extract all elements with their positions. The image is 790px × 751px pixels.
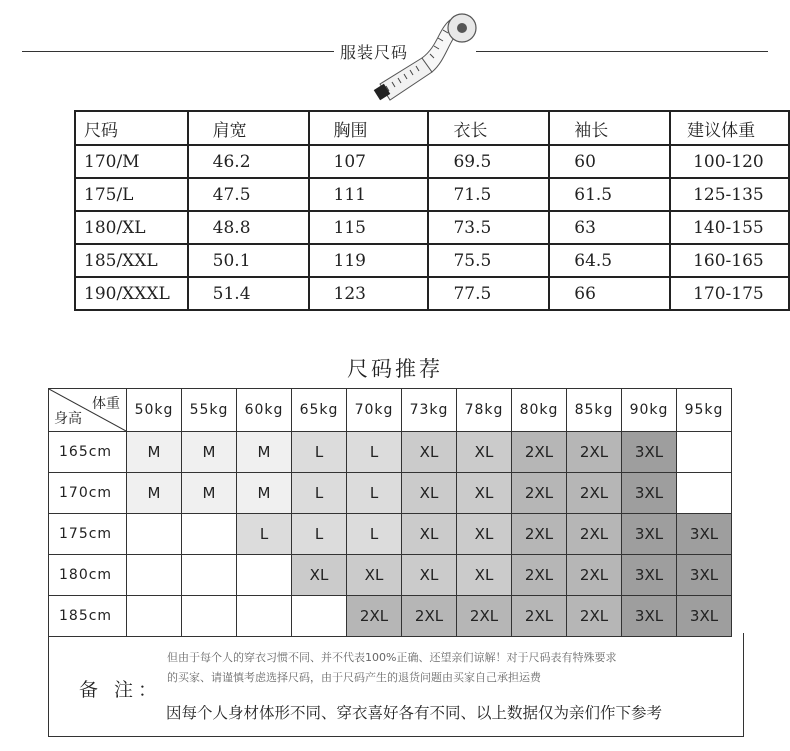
size-recommend-cell: 2XL — [512, 432, 567, 473]
size-recommend-cell: XL — [457, 555, 512, 596]
height-header-cell: 185cm — [49, 596, 127, 637]
notes-line-2: 的买家、请谨慎考虑选择尺码，由于尺码产生的退货问题由买家自己承担运费 — [167, 671, 541, 684]
size-table-cell: 66 — [549, 277, 670, 310]
weight-header-cell: 50kg — [127, 389, 182, 432]
size-recommend-cell: 2XL — [567, 596, 622, 637]
size-recommend-cell: L — [237, 514, 292, 555]
weight-axis-label: 体重 — [92, 396, 120, 412]
weight-header-cell: 70kg — [347, 389, 402, 432]
size-recommend-cell: 2XL — [402, 596, 457, 637]
size-recommend-cell — [182, 555, 237, 596]
size-table-cell: 75.5 — [428, 244, 549, 277]
height-header-cell: 165cm — [49, 432, 127, 473]
size-recommend-cell: L — [347, 514, 402, 555]
size-recommend-cell: 3XL — [622, 596, 677, 637]
size-recommend-cell: XL — [402, 514, 457, 555]
recommend-row — [49, 596, 732, 637]
size-recommend-cell: XL — [402, 432, 457, 473]
size-table-cell: 175/L — [75, 178, 188, 211]
weight-header-cell: 78kg — [457, 389, 512, 432]
recommend-corner-cell — [49, 389, 127, 432]
size-table-row — [75, 244, 789, 277]
size-table-row — [75, 277, 789, 310]
height-header-cell: 180cm — [49, 555, 127, 596]
size-recommend-cell: 2XL — [567, 432, 622, 473]
size-recommend-cell: 2XL — [347, 596, 402, 637]
recommend-row — [49, 473, 732, 514]
size-table-row — [75, 145, 789, 178]
size-table-cell: 69.5 — [428, 145, 549, 178]
size-recommend-cell: XL — [457, 514, 512, 555]
weight-header-cell: 65kg — [292, 389, 347, 432]
size-table-cell: 47.5 — [188, 178, 309, 211]
size-recommend-cell: 2XL — [567, 514, 622, 555]
size-col-header: 尺码 — [75, 111, 188, 145]
size-recommend-cell: 2XL — [567, 555, 622, 596]
size-recommend-cell: XL — [347, 555, 402, 596]
recommend-title: 尺码推荐 — [347, 357, 443, 381]
size-recommend-cell: 3XL — [622, 555, 677, 596]
size-recommend-cell: 3XL — [677, 514, 732, 555]
size-recommend-cell: 3XL — [677, 596, 732, 637]
length-col-header: 衣长 — [428, 111, 549, 145]
size-recommend-cell — [127, 596, 182, 637]
header-rule-right — [476, 51, 768, 52]
recommend-row — [49, 555, 732, 596]
size-table-cell: 61.5 — [549, 178, 670, 211]
size-table-cell: 63 — [549, 211, 670, 244]
weight-header-cell: 95kg — [677, 389, 732, 432]
size-recommend-cell: 3XL — [622, 473, 677, 514]
size-recommend-cell: M — [127, 473, 182, 514]
notes-box — [48, 633, 744, 737]
size-recommend-cell: 2XL — [457, 596, 512, 637]
size-table-cell: 119 — [309, 244, 429, 277]
size-recommend-cell — [292, 596, 347, 637]
size-table-cell: 123 — [309, 277, 429, 310]
size-recommend-cell: 3XL — [622, 514, 677, 555]
weight-header-cell: 60kg — [237, 389, 292, 432]
size-recommend-cell: XL — [402, 555, 457, 596]
size-recommend-cell: L — [347, 432, 402, 473]
notes-line-1: 但由于每个人的穿衣习惯不同、并不代表100%正确、还望亲们谅解！对于尺码表有特殊要求 — [167, 651, 617, 664]
recommend-table — [48, 388, 732, 637]
size-table-cell: 51.4 — [188, 277, 309, 310]
recommend-row — [49, 514, 732, 555]
weight-header-cell: 73kg — [402, 389, 457, 432]
size-recommend-cell: 2XL — [512, 596, 567, 637]
size-recommend-cell: L — [292, 514, 347, 555]
size-recommend-cell: XL — [292, 555, 347, 596]
size-recommend-cell: XL — [402, 473, 457, 514]
size-table-cell: 170-175 — [670, 277, 789, 310]
size-recommend-cell — [127, 555, 182, 596]
size-table-cell: 50.1 — [188, 244, 309, 277]
size-table-cell: 48.8 — [188, 211, 309, 244]
size-recommend-cell: L — [347, 473, 402, 514]
size-recommend-cell — [127, 514, 182, 555]
sleeve-col-header: 袖长 — [549, 111, 670, 145]
measuring-tape-icon — [372, 6, 482, 106]
notes-label: 备 注： — [79, 679, 163, 701]
size-recommend-cell: 2XL — [567, 473, 622, 514]
header-rule-left — [22, 51, 334, 52]
size-recommend-cell: M — [182, 432, 237, 473]
size-table-cell: 160-165 — [670, 244, 789, 277]
size-recommend-cell: M — [237, 432, 292, 473]
size-recommend-cell: L — [292, 432, 347, 473]
size-table-cell: 170/M — [75, 145, 188, 178]
size-recommend-cell: XL — [457, 473, 512, 514]
recommend-row — [49, 432, 732, 473]
size-recommend-cell: 2XL — [512, 555, 567, 596]
size-table-cell: 111 — [309, 178, 429, 211]
size-recommend-cell: M — [127, 432, 182, 473]
size-recommend-cell — [237, 555, 292, 596]
weight-col-header: 建议体重 — [670, 111, 789, 145]
weight-header-cell: 55kg — [182, 389, 237, 432]
size-recommend-cell: M — [237, 473, 292, 514]
size-recommend-cell: 3XL — [622, 432, 677, 473]
shoulder-col-header: 肩宽 — [188, 111, 309, 145]
page-title: 服装尺码 — [340, 43, 409, 62]
notes-main-text: 因每个人身材体形不同、穿衣喜好各有不同、以上数据仅为亲们作下参考 — [166, 704, 663, 722]
recommend-header-row — [49, 389, 732, 432]
size-table-cell: 185/XXL — [75, 244, 188, 277]
size-recommend-cell — [677, 432, 732, 473]
size-table-cell: 46.2 — [188, 145, 309, 178]
size-table-cell: 77.5 — [428, 277, 549, 310]
size-table — [74, 110, 790, 311]
size-table-cell: 140-155 — [670, 211, 789, 244]
size-table-cell: 64.5 — [549, 244, 670, 277]
size-table-cell: 115 — [309, 211, 429, 244]
height-header-cell: 170cm — [49, 473, 127, 514]
size-table-cell: 125-135 — [670, 178, 789, 211]
size-recommend-cell: L — [292, 473, 347, 514]
size-recommend-cell: M — [182, 473, 237, 514]
height-axis-label: 身高 — [54, 411, 82, 427]
size-table-cell: 71.5 — [428, 178, 549, 211]
size-table-row — [75, 178, 789, 211]
size-table-cell: 60 — [549, 145, 670, 178]
size-table-cell: 180/XL — [75, 211, 188, 244]
size-recommend-cell — [677, 473, 732, 514]
size-recommend-cell: XL — [457, 432, 512, 473]
weight-header-cell: 80kg — [512, 389, 567, 432]
chest-col-header: 胸围 — [309, 111, 429, 145]
size-table-row — [75, 211, 789, 244]
size-recommend-cell — [237, 596, 292, 637]
size-table-cell: 100-120 — [670, 145, 789, 178]
size-recommend-cell — [182, 514, 237, 555]
weight-header-cell: 90kg — [622, 389, 677, 432]
size-table-cell: 107 — [309, 145, 429, 178]
weight-header-cell: 85kg — [567, 389, 622, 432]
size-table-cell: 190/XXXL — [75, 277, 188, 310]
height-header-cell: 175cm — [49, 514, 127, 555]
size-recommend-cell: 3XL — [677, 555, 732, 596]
size-table-cell: 73.5 — [428, 211, 549, 244]
size-recommend-cell — [182, 596, 237, 637]
size-recommend-cell: 2XL — [512, 514, 567, 555]
size-table-header-row — [75, 111, 789, 145]
size-recommend-cell: 2XL — [512, 473, 567, 514]
